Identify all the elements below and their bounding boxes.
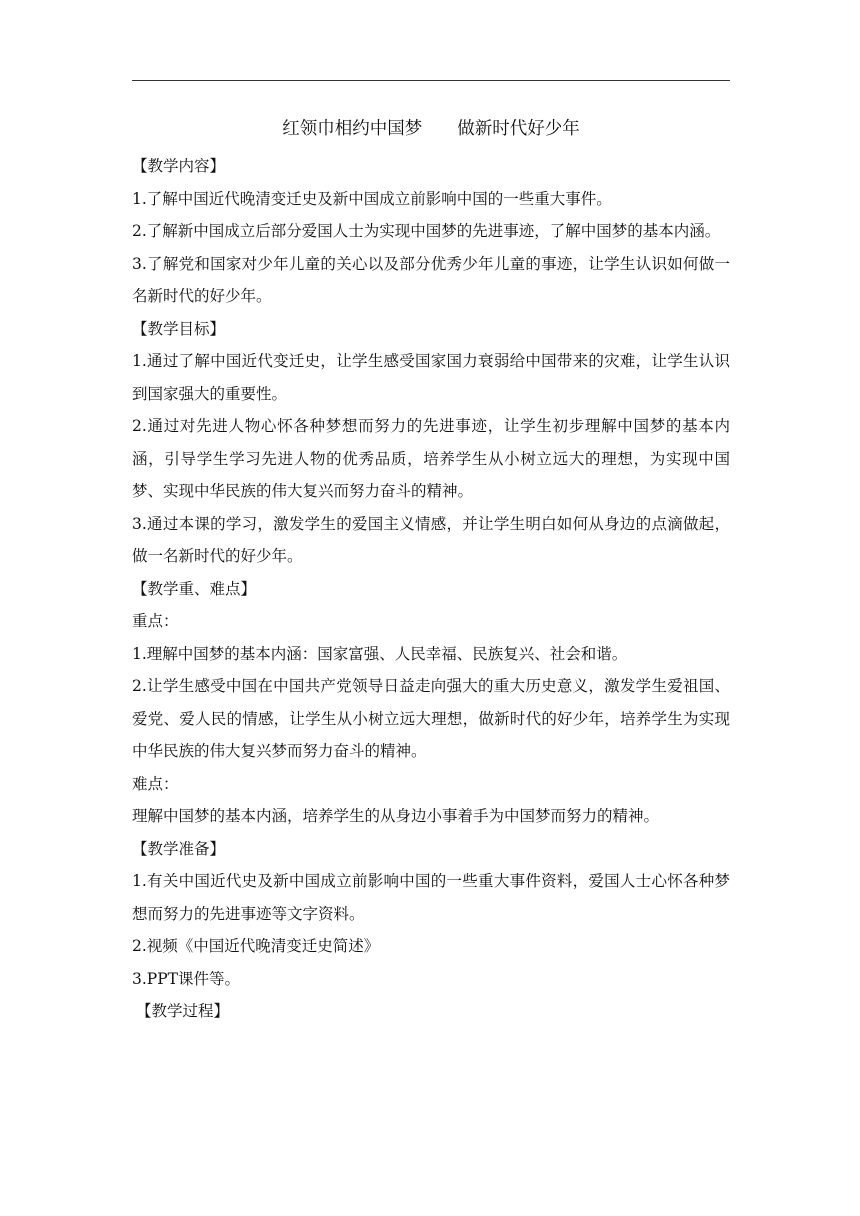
section-heading-preparation: 【教学准备】: [132, 839, 226, 858]
paragraph: 1.了解中国近代晚清变迁史及新中国成立前影响中国的一些重大事件。: [132, 189, 612, 208]
paragraph: 2.通过对先进人物心怀各种梦想而努力的先进事迹，让学生初步理解中国梦的基本内涵，引导学生学习先进人物的优秀品质，培养学生从小树立远大的理想，为实现中国梦、实现中华民族的伟大复兴而努力奋斗的精神。: [132, 417, 730, 500]
paragraph: 难点：: [132, 774, 179, 793]
paragraph: 1.有关中国近代史及新中国成立前影响中国的一些重大事件资料，爱国人士心怀各种梦想而努力的先进事迹等文字资料。: [132, 872, 730, 923]
document-body: [132, 112, 730, 1028]
paragraph: 重点：: [132, 612, 179, 630]
header-rule: [132, 80, 730, 81]
paragraph: 理解中国梦的基本内涵，培养学生的从身边小事着手为中国梦而努力的精神。: [132, 807, 660, 825]
paragraph: 1.理解中国梦的基本内涵：国家富强、人民幸福、民族复兴、社会和谐。: [132, 644, 628, 663]
section-heading-content: 【教学内容】: [132, 157, 226, 175]
paragraph: 1.通过了解中国近代变迁史，让学生感受国家国力衰弱给中国带来的灾难，让学生认识到国家强大的重要性。: [132, 352, 730, 403]
paragraph: 2.视频《中国近代晚清变迁史简述》: [132, 937, 380, 955]
section-heading-goals: 【教学目标】: [132, 319, 226, 338]
document-title: 红领巾相约中国梦 做新时代好少年: [282, 119, 580, 139]
paragraph: 2.让学生感受中国在中国共产党领导日益走向强大的重大历史意义，激发学生爱祖国、爱党、爱人民的情感，让学生从小树立远大理想，做新时代的好少年，培养学生为实现中华民族的伟大复兴梦而努力奋斗的精神。: [132, 677, 730, 760]
paragraph: 3.PPT课件等。: [132, 969, 240, 988]
section-heading-process: 【教学过程】: [136, 1002, 230, 1020]
paragraph: 3.了解党和国家对少年儿童的关心以及部分优秀少年儿童的事迹，让学生认识如何做一名新时代的好少年。: [132, 254, 730, 305]
section-heading-key-points: 【教学重、难点】: [132, 579, 257, 598]
paragraph: 3.通过本课的学习，激发学生的爱国主义情感，并让学生明白如何从身边的点滴做起，做一名新时代的好少年。: [132, 514, 730, 565]
paragraph: 2.了解新中国成立后部分爱国人士为实现中国梦的先进事迹，了解中国梦的基本内涵。: [132, 222, 721, 240]
